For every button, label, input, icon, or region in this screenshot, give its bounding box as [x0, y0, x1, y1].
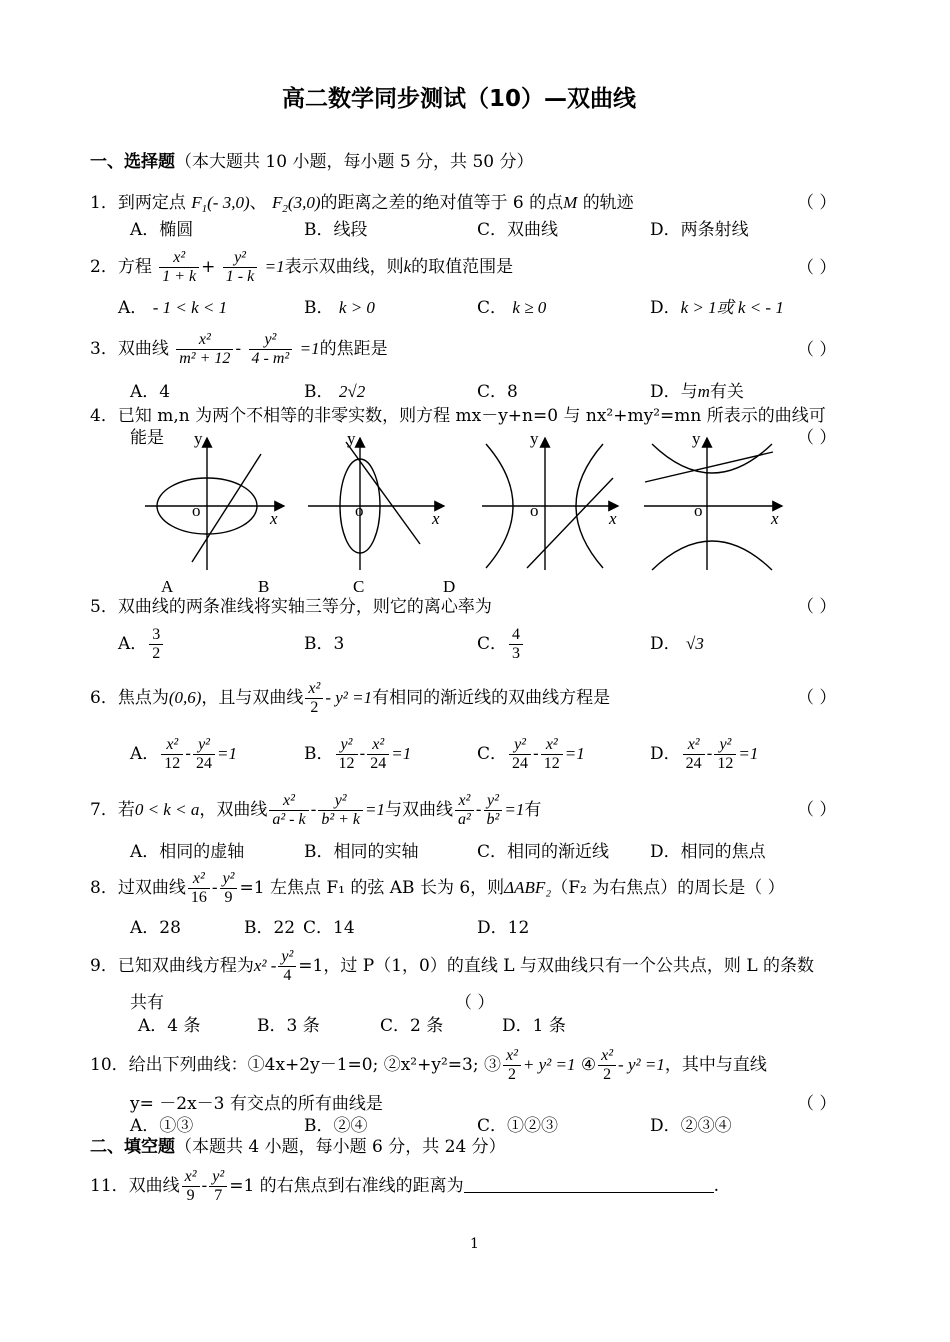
section-heading-choice [90, 152, 534, 172]
q9-option-c[interactable]: C．2 条 [380, 1016, 444, 1036]
q6-option-d[interactable]: D． $\frac{\text{x²}}{24}$ - $\frac{\text{y²}}{12}$ =1 [650, 736, 759, 772]
question-10: 10．给出下列曲线：①4x+2y－1=0; ②x²+y²=3; ③ $\frac{\text{x²}}{2}$ + y² =1 ④ $\frac{\text{x²}}{2}$ - y² =1，其中与直线 [90, 1047, 767, 1083]
q11-answer-blank[interactable] [464, 1178, 714, 1193]
fig-c-x-label: x [609, 509, 617, 528]
q10-option-c[interactable]: C．①②③ [477, 1116, 559, 1136]
section-label-2: 二、填空题 [90, 1137, 175, 1157]
fig-b-origin: o [355, 501, 364, 520]
q2-stem-3: 的取值范围是 [411, 257, 514, 277]
fig-c-origin: o [530, 501, 539, 520]
fig-b-x-label: x [432, 509, 440, 528]
q8-option-b[interactable]: B．22 [244, 918, 296, 938]
q1-option-d[interactable]: D．两条射线 [650, 220, 749, 240]
q3-eq: =1 [299, 339, 320, 358]
q7-option-c[interactable]: C．相同的渐近线 [477, 842, 610, 862]
q3-answer-paren[interactable]: （ ） [797, 340, 837, 360]
q2-option-d[interactable]: D．k > 1或 k < - 1 [650, 298, 784, 318]
question-10-cont: y= －2x－3 有交点的所有曲线是 [130, 1094, 383, 1114]
fig-b-y-label: y [347, 430, 356, 448]
q2-option-a[interactable]: A． - 1 < k < 1 [118, 298, 228, 318]
q1-answer-paren[interactable]: （ ） [797, 193, 837, 213]
page-number: 1 [470, 1236, 479, 1252]
question-5: 5．双曲线的两条准线将实轴三等分，则它的离心率为 [90, 597, 492, 617]
figure-c [482, 438, 618, 570]
q7-option-d[interactable]: D．相同的焦点 [650, 842, 766, 862]
question-2: 2．方程 $\frac{\text{x²}}{1 + k}$ + $\frac{\text{y²}}{1 - k}$ =1表示双曲线，则k的取值范围是 [90, 249, 514, 285]
q5-option-c[interactable]: C． $\frac{4}{3}$ [477, 622, 525, 666]
q2-option-c[interactable]: C． k ≥ 0 [477, 298, 547, 318]
figure-d [644, 438, 782, 570]
q4-answer-paren[interactable]: （ ） [797, 428, 837, 448]
q2-answer-paren[interactable]: （ ） [797, 258, 837, 278]
q3-option-c[interactable]: C．8 [477, 382, 518, 402]
question-6: 6．焦点为(0,6)，且与双曲线 $\frac{\text{x²}}{2}$ - y² =1有相同的渐近线的双曲线方程是 [90, 680, 611, 716]
q10-answer-paren[interactable]: （ ） [797, 1094, 837, 1114]
figure-b [308, 438, 444, 570]
section-note: （本大题共 10 小题，每小题 5 分，共 50 分） [175, 152, 534, 172]
q7-answer-paren[interactable]: （ ） [797, 800, 837, 820]
q5-option-b[interactable]: B．3 [304, 634, 345, 654]
fig-a-x-label: x [270, 509, 278, 528]
q10-option-b[interactable]: B．②④ [304, 1116, 368, 1136]
q10-option-a[interactable]: A．①③ [130, 1116, 194, 1136]
fig-d-y-label: y [692, 430, 701, 448]
section-label: 一、选择题 [90, 152, 175, 172]
q5-option-d[interactable]: D． √3 [650, 634, 704, 654]
q5-option-a[interactable]: A． $\frac{3}{2}$ [118, 622, 165, 666]
section-note-2: （本题共 4 小题，每小题 6 分，共 24 分） [175, 1137, 506, 1157]
q1-option-b[interactable]: B．线段 [304, 220, 368, 240]
q3-option-d[interactable]: D．与m有关 [650, 382, 744, 402]
q2-frac-1: $\frac{\text{x²}}{1 + k}$ [159, 249, 199, 286]
q6-option-a[interactable]: A． $\frac{\text{x²}}{12}$ - $\frac{\text{y²}}{24}$ =1 [130, 736, 238, 772]
q1-sep: 、 [249, 193, 267, 213]
q7-option-a[interactable]: A．相同的虚轴 [130, 842, 245, 862]
question-3: 3．双曲线 $\frac{\text{x²}}{\text{m² + 12}}$ - $\frac{\text{y²}}{\text{4 - m²}}$ =1的焦距是 [90, 331, 388, 367]
fig-d-origin: o [694, 501, 703, 520]
q1-option-c[interactable]: C．双曲线 [477, 220, 559, 240]
fig-a-y-label: y [194, 430, 203, 448]
q2-eq: =1 [264, 257, 285, 276]
q3-frac-1: $\frac{\text{x²}}{\text{m² + 12}}$ [176, 331, 233, 368]
q9-option-a[interactable]: A．4 条 [138, 1016, 201, 1036]
q1-point-m: M [563, 193, 578, 212]
q2-k: k [403, 257, 412, 276]
fig-label-b: B [258, 577, 270, 596]
q6-option-b[interactable]: B． $\frac{\text{y²}}{12}$ - $\frac{\text{x²}}{24}$ =1 [304, 736, 412, 772]
fig-c-y-label: y [530, 430, 539, 448]
question-9: 9．已知双曲线方程为x² - $\frac{\text{y²}}{4}$ =1，过 P（1，0）的直线 L 与双曲线只有一个公共点，则 L 的条数 [90, 948, 815, 984]
q7-option-b[interactable]: B．相同的实轴 [304, 842, 419, 862]
q9-option-d[interactable]: D．1 条 [502, 1016, 566, 1036]
question-4: 4．已知 m,n 为两个不相等的非零实数，则方程 mx－y+n=0 与 nx²+my²=mn 所表示的曲线可 [90, 406, 826, 426]
q3-option-b[interactable]: B． 2√2 [304, 382, 366, 402]
q3-option-a[interactable]: A．4 [130, 382, 171, 402]
figure-a [145, 438, 284, 570]
q1-point-2: (3,0) [287, 193, 321, 212]
q1-point-1: (- 3,0) [207, 193, 250, 212]
q5-answer-paren[interactable]: （ ） [797, 597, 837, 617]
q8-option-d[interactable]: D．12 [477, 918, 530, 938]
q4-figures [0, 430, 950, 600]
q2-frac-2: $\frac{\text{y²}}{1 - k}$ [223, 249, 257, 286]
q1-stem: 1．到两定点 [90, 193, 186, 213]
fig-label-a: A [161, 577, 174, 596]
question-9-cont: 共有 [130, 993, 164, 1013]
question-7: 7．若0 < k < a，双曲线 $\frac{\text{x²}}{\text{a² - k}}$ - $\frac{\text{y²}}{\text{b² + k}}$ =1与双曲线 $\frac{\text{x²}}{\text{a²}}$ - $\frac{\text{y²}}{\text{b²}}$ =1有 [90, 792, 542, 828]
q3-stem: 3．双曲线 [90, 339, 169, 359]
q10-option-d[interactable]: D．②③④ [650, 1116, 732, 1136]
q9-option-b[interactable]: B．3 条 [257, 1016, 320, 1036]
fig-label-d: D [443, 577, 456, 596]
q6-answer-paren[interactable]: （ ） [797, 688, 837, 708]
q8-option-c[interactable]: C．14 [303, 918, 355, 938]
q8-option-a[interactable]: A．28 [130, 918, 181, 938]
q1-stem-3: 的轨迹 [582, 193, 634, 213]
q1-stem-2: 的距离之差的绝对值等于 6 的点 [320, 193, 564, 213]
q2-option-b[interactable]: B． k > 0 [304, 298, 375, 318]
q2-stem-2: 表示双曲线，则 [284, 257, 404, 277]
q6-option-c[interactable]: C． $\frac{\text{y²}}{24}$ - $\frac{\text{x²}}{12}$ =1 [477, 736, 585, 772]
fig-d-x-label: x [771, 509, 779, 528]
question-8: 8．过双曲线 $\frac{\text{x²}}{16}$ - $\frac{\text{y²}}{9}$ =1 左焦点 F₁ 的弦 AB 长为 6，则ΔABF₂（F₂ 为右焦点）的周长是（ ） [90, 870, 785, 906]
q3-stem-2: 的焦距是 [319, 339, 388, 359]
q3-frac-2: $\frac{\text{y²}}{\text{4 - m²}}$ [249, 331, 293, 368]
q2-stem: 2．方程 [90, 257, 152, 277]
question-11: 11．双曲线 $\frac{\text{x²}}{9}$ - $\frac{\text{y²}}{7}$ =1 的右焦点到右准线的距离为 . [90, 1168, 720, 1204]
section-heading-fill [90, 1137, 506, 1157]
fig-a-origin: o [192, 501, 201, 520]
q1-option-a[interactable]: A．椭圆 [130, 220, 194, 240]
question-1: 1．到两定点 $F_1(-$ 3,0)、 $F_2(3,0)$的距离之差的绝对值等于 6 的点M 的轨迹 [90, 193, 634, 215]
page-title: 高二数学同步测试（10）—双曲线 [282, 86, 637, 112]
question-4-cont: 能是 [130, 428, 164, 448]
q9-answer-paren[interactable]: （ ） [455, 993, 495, 1013]
fig-label-c: C [353, 577, 365, 596]
